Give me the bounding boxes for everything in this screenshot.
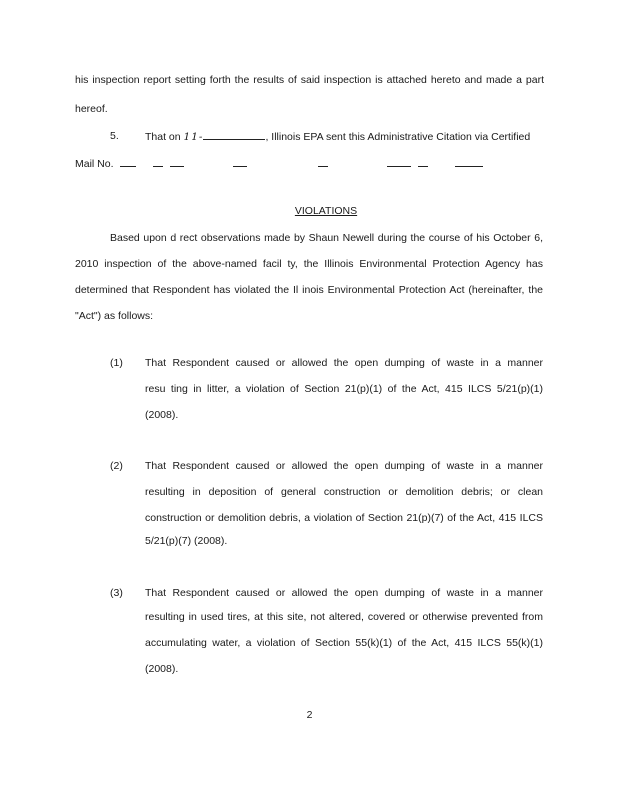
intro-line-1: his inspection report setting forth the results of said inspection is attached hereto and made a part	[75, 74, 544, 86]
para5-line-1	[145, 130, 530, 143]
mail-number-blank	[387, 157, 411, 167]
mail-number-blank	[120, 157, 136, 167]
violation-number: (1)	[110, 357, 123, 369]
date-blank	[203, 130, 265, 140]
violation-number: (3)	[110, 587, 123, 599]
violation-number: (2)	[110, 460, 123, 472]
handwritten-date: 11-	[183, 131, 204, 143]
violations-intro-line-4: "Act") as follows:	[75, 310, 154, 322]
mail-number-blank	[418, 157, 428, 167]
violation-2-line-2: resulting in deposition of general construction or demolition debris; or clean	[145, 486, 543, 498]
violations-intro-line-3: determined that Respondent has violated the Il inois Environmental Protection Act (hereinafter, the	[75, 284, 543, 296]
para5-suffix: , Illinois EPA sent this Administrative Citation via Certified	[265, 131, 531, 143]
para5-line-2	[75, 157, 483, 170]
violation-2-line-3: construction or demolition debris, a violation of Section 21(p)(7) of the Act, 415 ILCS	[145, 512, 543, 524]
violation-3-line-4: (2008).	[145, 663, 179, 675]
para5-number: 5.	[110, 130, 119, 142]
violation-1-line-1: That Respondent caused or allowed the open dumping of waste in a manner	[145, 357, 543, 369]
intro-line-2: hereof.	[75, 103, 108, 115]
mail-number-blank	[153, 157, 163, 167]
mail-number-blank	[455, 157, 483, 167]
mail-number-blank	[170, 157, 184, 167]
violation-2-line-1: That Respondent caused or allowed the open dumping of waste in a manner	[145, 460, 543, 472]
para5-prefix: That on	[145, 131, 181, 143]
violation-2-line-4: 5/21(p)(7) (2008).	[145, 535, 228, 547]
violation-3-line-3: accumulating water, a violation of Section 55(k)(1) of the Act, 415 ILCS 55(k)(1)	[145, 637, 543, 649]
violation-3-line-1: That Respondent caused or allowed the open dumping of waste in a manner	[145, 587, 543, 599]
violation-1-line-3: (2008).	[145, 409, 179, 421]
violations-intro-line-1: Based upon d rect observations made by Shaun Newell during the course of his October 6,	[110, 232, 543, 244]
violation-3-line-2: resulting in used tires, at this site, not altered, covered or otherwise prevented from	[145, 611, 543, 623]
mail-number-blank	[318, 157, 328, 167]
mail-number-blank	[233, 157, 247, 167]
page-number: 2	[306, 709, 313, 721]
violations-intro-line-2: 2010 inspection of the above-named facil ty, the Illinois Environmental Protection Agency has	[75, 258, 543, 270]
mail-label: Mail No.	[75, 158, 114, 170]
violations-heading: VIOLATIONS	[294, 205, 358, 217]
violation-1-line-2: resu ting in litter, a violation of Section 21(p)(1) of the Act, 415 ILCS 5/21(p)(1)	[145, 383, 543, 395]
